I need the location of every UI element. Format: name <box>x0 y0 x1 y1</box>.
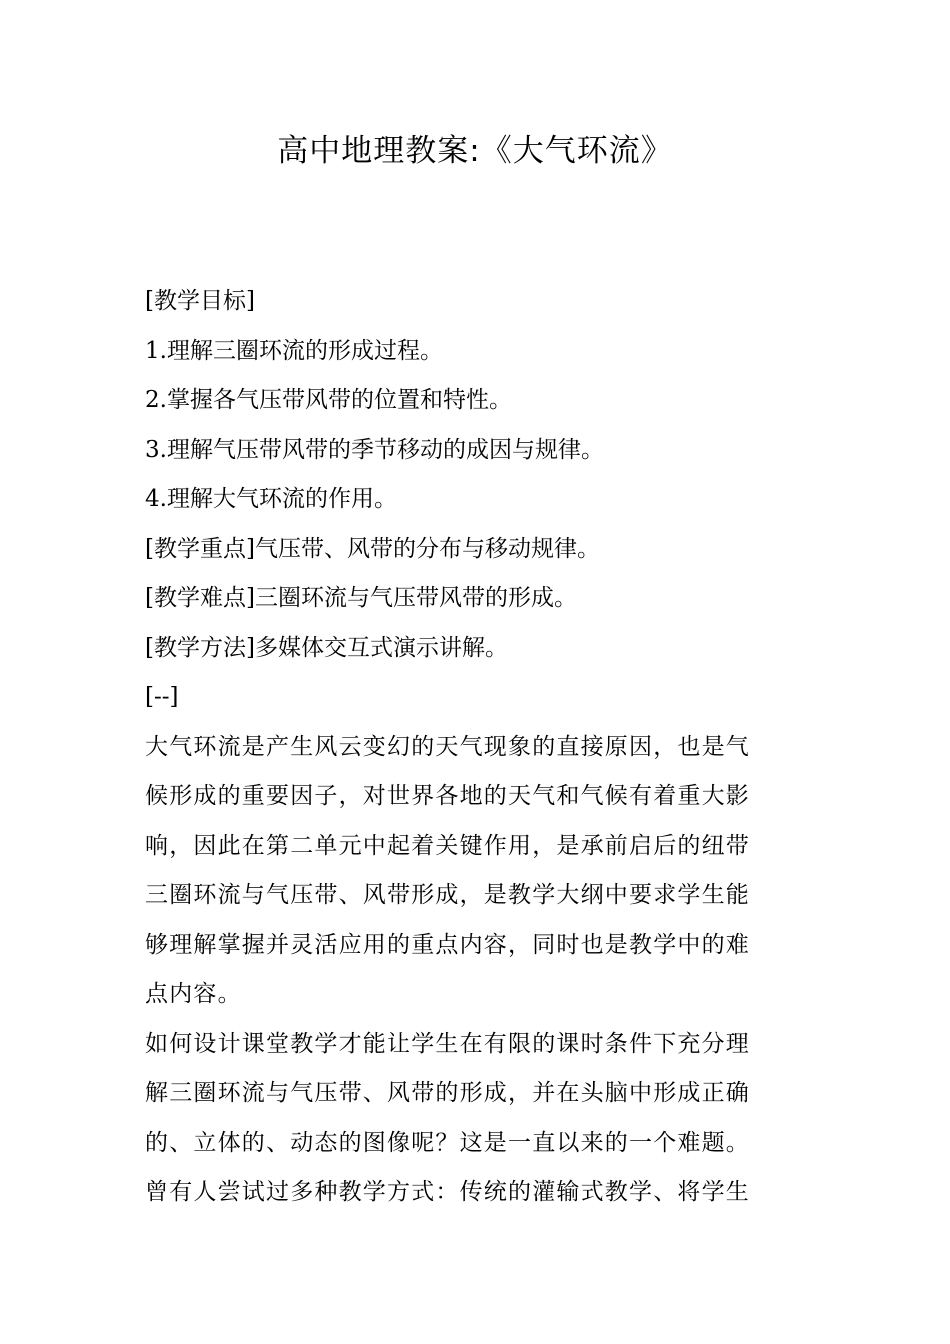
objective-item: 2.掌握各气压带风带的位置和特性。 <box>145 387 512 413</box>
document-title: 高中地理教案:《大气环流》 <box>277 133 673 169</box>
paragraph-line: 三圈环流与气压带、风带形成，是教学大纲中要求学生能 <box>145 882 750 908</box>
paragraph-line: 曾有人尝试过多种教学方式：传统的灌输式教学、将学生 <box>145 1179 750 1205</box>
paragraph-line: 如何设计课堂教学才能让学生在有限的课时条件下充分理 <box>145 1030 750 1057</box>
method-line: [教学方法]多媒体交互式演示讲解。 <box>145 634 508 661</box>
paragraph-line: 响，因此在第二单元中起着关键作用，是承前启后的纽带 <box>145 832 750 859</box>
objective-item: 4.理解大气环流的作用。 <box>145 486 397 512</box>
paragraph-line: 解三圈环流与气压带、风带的形成，并在头脑中形成正确 <box>145 1080 750 1106</box>
document-body <box>145 277 810 1218</box>
key-points-line: [教学重点]气压带、风带的分布与移动规律。 <box>145 535 600 562</box>
section-heading-objectives: [教学目标] <box>145 288 255 314</box>
objective-item: 3.理解气压带风带的季节移动的成因与规律。 <box>145 436 604 463</box>
paragraph-line: 点内容。 <box>145 981 242 1007</box>
paragraph-line: 大气环流是产生风云变幻的天气现象的直接原因，也是气 <box>145 733 750 760</box>
objective-item: 1.理解三圈环流的形成过程。 <box>145 337 443 364</box>
paragraph-1 <box>145 723 810 1020</box>
difficulties-line: [教学难点]三圈环流与气压带风带的形成。 <box>145 585 577 611</box>
separator-line: [--] <box>145 684 179 710</box>
paragraph-line: 够理解掌握并灵活应用的重点内容，同时也是教学中的难 <box>145 931 750 958</box>
paragraph-line: 的、立体的、动态的图像呢？这是一直以来的一个难题。 <box>145 1129 750 1156</box>
paragraph-2 <box>145 1020 810 1218</box>
paragraph-line: 候形成的重要因子，对世界各地的天气和气候有着重大影 <box>145 783 750 809</box>
